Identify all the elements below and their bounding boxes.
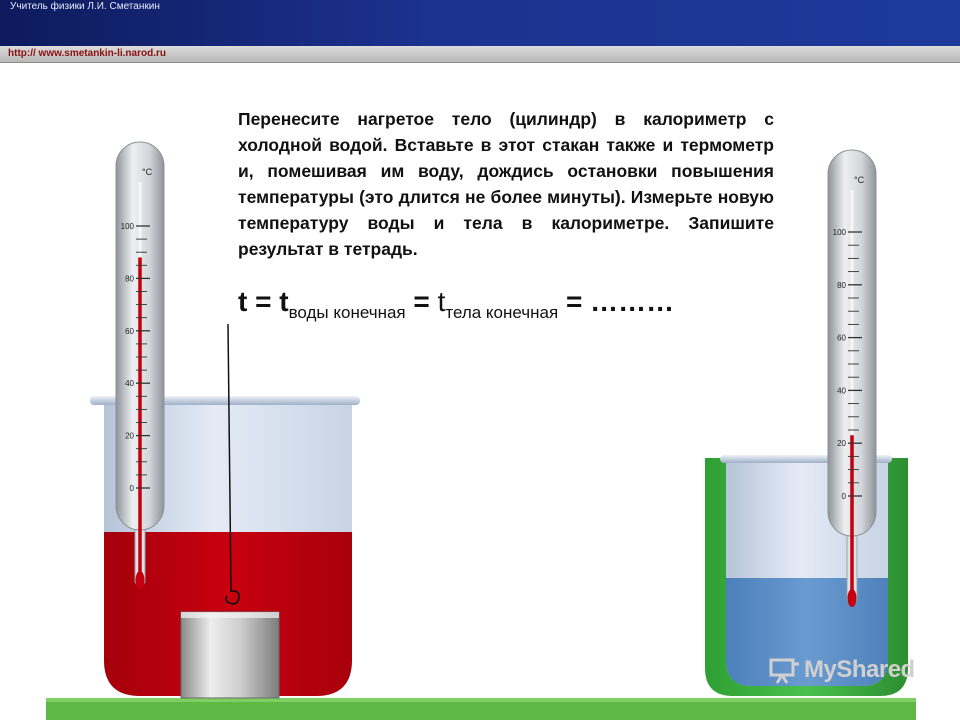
left-scale-label: 20: [125, 431, 134, 441]
right-scale-label: 20: [837, 439, 846, 449]
left-mercury-bulb: [136, 571, 145, 589]
instruction-text: Перенесите нагретое тело (цилиндр) в калориметр с холодной водой. Вставьте в этот стакан также и термометр и, помешивая им воду, дождись остановки повышения температуры (это длится не более минуты). Измерьте новую температуру воды и тела в калориметре. Запишите результат в тетрадь.: [238, 109, 774, 259]
metal-cylinder: [181, 612, 279, 698]
site-url[interactable]: http:// www.smetankin-li.narod.ru: [8, 48, 166, 59]
left-scale-label: 60: [125, 326, 134, 336]
left-thermometer: [116, 142, 164, 589]
header-title: Учитель физики Л.И. Сметанкин: [10, 1, 160, 12]
right-scale-label: 80: [837, 280, 846, 290]
formula-t-water: t: [279, 286, 289, 317]
right-scale-label: 0: [841, 492, 846, 501]
formula-eq1: =: [247, 286, 280, 317]
temperature-formula: [238, 286, 674, 323]
formula-t-body: t: [437, 286, 446, 317]
formula-eq3: = ………: [558, 286, 675, 317]
left-scale-label: 100: [120, 222, 134, 231]
left-scale-label: 40: [125, 379, 134, 389]
right-scale-label: 60: [837, 333, 846, 343]
left-scale-label: 80: [125, 274, 134, 284]
right-unit-label: °C: [854, 175, 865, 185]
formula-sub-body: тела конечная: [445, 303, 559, 322]
left-scale-label: 0: [129, 484, 134, 493]
formula-eq2: =: [405, 286, 438, 317]
formula-sub-water: воды конечная: [288, 303, 406, 322]
right-mercury-bulb: [848, 589, 857, 607]
watermark-text: MyShared: [804, 656, 915, 683]
right-scale-label: 100: [832, 228, 846, 237]
left-unit-label: °C: [142, 167, 153, 177]
right-scale-label: 40: [837, 386, 846, 396]
presentation-icon: [768, 656, 800, 684]
watermark: [768, 656, 915, 684]
formula-t: t: [238, 286, 248, 317]
